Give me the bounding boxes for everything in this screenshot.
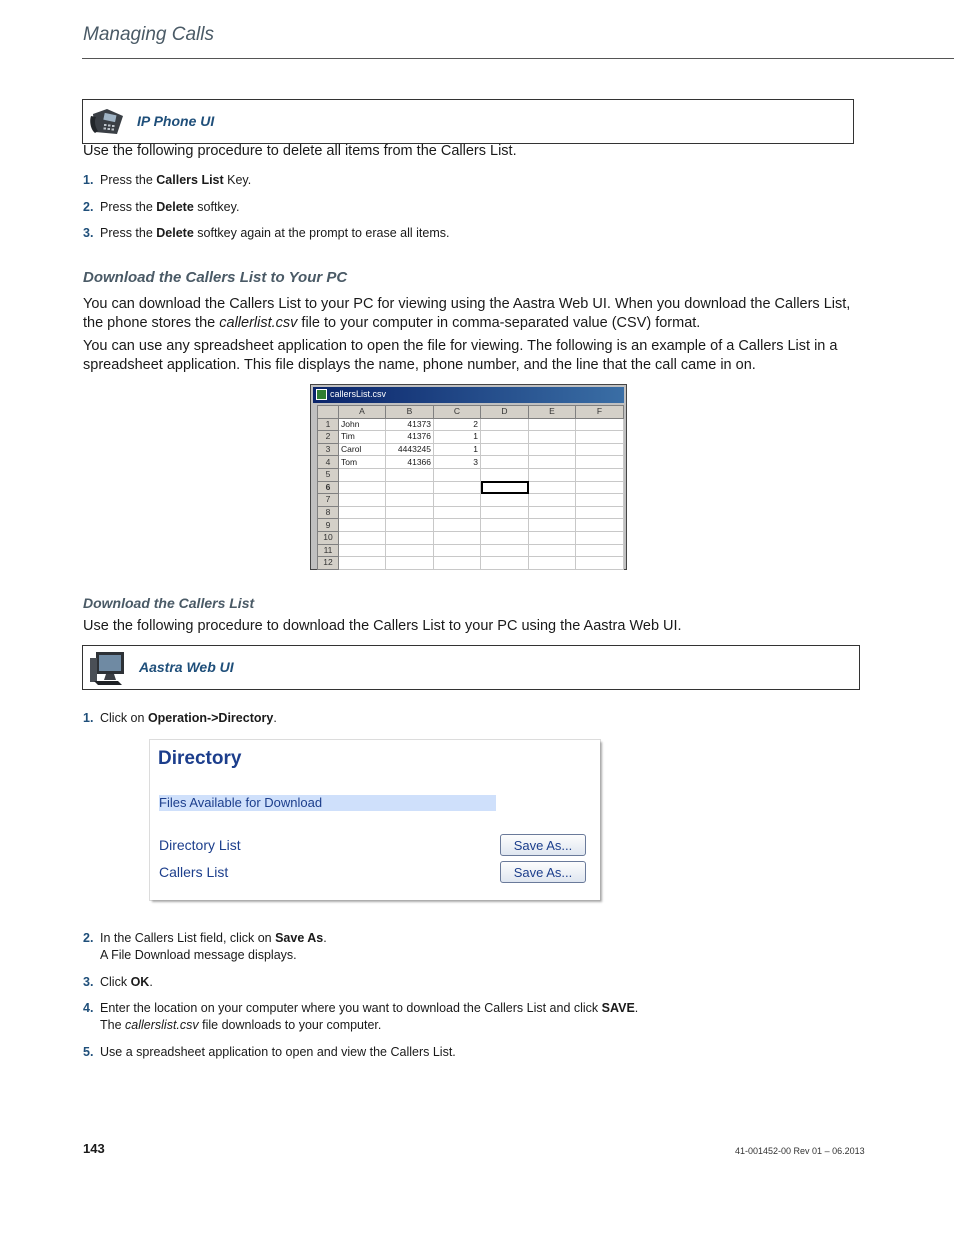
computer-monitor-icon — [88, 650, 128, 686]
cell[interactable] — [529, 519, 576, 532]
cell[interactable] — [529, 456, 576, 469]
cell[interactable] — [339, 557, 386, 570]
paragraph-text: You can download the Callers List to your PC for viewing using the Aastra Web UI. When you download the Callers List, the phone stores the — [83, 296, 851, 331]
table-row — [318, 544, 624, 557]
column-header[interactable]: A — [339, 406, 386, 419]
spreadsheet-filename: callersList.csv — [330, 389, 387, 399]
cell[interactable] — [339, 494, 386, 507]
cell[interactable] — [434, 519, 481, 532]
step-result: The — [100, 1018, 126, 1032]
cell[interactable] — [576, 531, 624, 544]
step-text: Key. — [223, 173, 252, 187]
cell[interactable] — [576, 431, 624, 444]
cell[interactable] — [576, 418, 624, 431]
directory-panel — [150, 740, 600, 900]
cell[interactable] — [339, 506, 386, 519]
table-row — [318, 431, 624, 444]
table-row — [318, 506, 624, 519]
save-as-callers-button[interactable]: Save As... — [500, 861, 586, 883]
step-text: Click — [100, 975, 131, 989]
cell[interactable] — [529, 506, 576, 519]
cell[interactable] — [339, 481, 386, 494]
cell[interactable] — [481, 418, 529, 431]
save-ref: SAVE — [601, 1001, 635, 1015]
cell[interactable] — [339, 519, 386, 532]
delete-step-1 — [83, 172, 251, 189]
step-text: Use a spreadsheet application to open and view the Callers List. — [100, 1045, 456, 1059]
cell[interactable] — [481, 519, 529, 532]
desk-phone-icon — [87, 106, 127, 138]
row-header[interactable]: 2 — [318, 431, 339, 444]
step-text: Click on — [100, 711, 148, 725]
download-paragraph-2: You can use any spreadsheet application to open the file for viewing. The following is an example of a Callers List in a spreadsheet application. This file displays the name, phone number, and the line that the call came in on. — [83, 338, 838, 373]
cell[interactable] — [339, 468, 386, 481]
delete-step-3 — [83, 225, 450, 242]
number-cell[interactable]: 41366 — [386, 456, 434, 469]
cell[interactable] — [481, 506, 529, 519]
row-header[interactable]: 11 — [318, 544, 339, 557]
table-row — [318, 494, 624, 507]
ok-ref: OK — [130, 975, 150, 989]
row-header[interactable]: 9 — [318, 519, 339, 532]
row-header[interactable]: 3 — [318, 443, 339, 456]
download-step-3 — [83, 974, 153, 991]
ip-phone-ui-banner — [82, 99, 854, 144]
cell[interactable] — [339, 544, 386, 557]
column-header[interactable]: F — [576, 406, 624, 419]
cell[interactable] — [434, 544, 481, 557]
cell[interactable] — [529, 468, 576, 481]
cell[interactable] — [481, 544, 529, 557]
cell[interactable] — [386, 519, 434, 532]
cell[interactable] — [434, 494, 481, 507]
table-row — [318, 557, 624, 570]
cell[interactable] — [576, 519, 624, 532]
line-cell[interactable]: 2 — [434, 418, 481, 431]
download-paragraph-1 — [83, 295, 858, 333]
step-number: 5. — [83, 1045, 94, 1059]
step-number: 3. — [83, 975, 94, 989]
cell[interactable] — [576, 443, 624, 456]
callers-list-label: Callers List — [159, 864, 229, 880]
download-step-4 — [83, 1000, 638, 1034]
name-cell[interactable]: Carol — [339, 443, 386, 456]
cell[interactable] — [339, 531, 386, 544]
line-cell[interactable]: 1 — [434, 431, 481, 444]
step-number: 1. — [83, 173, 94, 187]
files-available-section — [159, 795, 496, 811]
step-text: Press the — [100, 173, 157, 187]
save-as-directory-button[interactable]: Save As... — [500, 834, 586, 856]
step-text: Press the — [100, 226, 157, 240]
cell[interactable] — [529, 431, 576, 444]
cell[interactable] — [386, 468, 434, 481]
number-cell[interactable]: 4443245 — [386, 443, 434, 456]
spreadsheet-grid — [317, 405, 624, 570]
cell[interactable] — [434, 481, 481, 494]
excel-file-icon — [316, 389, 327, 400]
filename: callerslist.csv — [125, 1018, 199, 1032]
delete-step-2 — [83, 199, 239, 216]
step-number: 4. — [83, 1001, 94, 1015]
step-number: 2. — [83, 200, 94, 214]
table-row — [318, 468, 624, 481]
cell[interactable] — [529, 418, 576, 431]
download-step-2 — [83, 930, 327, 964]
cell[interactable] — [434, 468, 481, 481]
table-row — [318, 443, 624, 456]
cell[interactable] — [576, 456, 624, 469]
step-text: . — [149, 975, 153, 989]
step-text: . — [634, 1001, 639, 1015]
download-callers-list-heading: Download the Callers List — [83, 595, 255, 611]
table-row — [318, 418, 624, 431]
cell[interactable] — [576, 557, 624, 570]
row-header[interactable]: 8 — [318, 506, 339, 519]
cell[interactable] — [576, 481, 624, 494]
step-text: Press the — [100, 200, 157, 214]
document-revision: 41-001452-00 Rev 01 – 06.2013 — [735, 1146, 865, 1156]
cell[interactable] — [481, 443, 529, 456]
cell[interactable] — [529, 443, 576, 456]
step-result: file downloads to your computer. — [198, 1018, 382, 1032]
cell[interactable] — [434, 531, 481, 544]
line-cell[interactable]: 3 — [434, 456, 481, 469]
cell[interactable] — [481, 468, 529, 481]
directory-list-label: Directory List — [159, 837, 241, 853]
cell[interactable] — [386, 544, 434, 557]
step-text: . — [273, 711, 277, 725]
directory-title: Directory — [158, 748, 242, 769]
row-header[interactable]: 12 — [318, 557, 339, 570]
delete-intro: Use the following procedure to delete all items from the Callers List. — [83, 143, 517, 159]
page-number: 143 — [83, 1141, 105, 1156]
cell[interactable] — [386, 531, 434, 544]
table-row — [318, 481, 624, 494]
cell[interactable] — [529, 557, 576, 570]
cell[interactable] — [386, 506, 434, 519]
ip-phone-ui-label: IP Phone UI — [137, 113, 215, 129]
paragraph-text: file to your computer in comma-separated value (CSV) format. — [297, 315, 701, 331]
cell[interactable] — [529, 531, 576, 544]
step-result: A File Download message displays. — [100, 948, 297, 962]
table-row — [318, 456, 624, 469]
page-header-title: Managing Calls — [83, 24, 214, 45]
step-number: 1. — [83, 711, 94, 725]
table-row — [318, 531, 624, 544]
cell[interactable] — [529, 494, 576, 507]
aastra-web-ui-banner — [82, 645, 860, 690]
row-header[interactable]: 6 — [318, 481, 339, 494]
menu-path: Operation->Directory — [147, 711, 274, 725]
step-number: 2. — [83, 931, 94, 945]
download-intro: Use the following procedure to download the Callers List to your PC using the Aastra Web UI. — [83, 618, 682, 634]
cell[interactable] — [434, 557, 481, 570]
cell[interactable] — [481, 531, 529, 544]
step-text: softkey. — [193, 200, 240, 214]
cell[interactable] — [529, 481, 576, 494]
cell[interactable] — [576, 506, 624, 519]
download-to-pc-heading: Download the Callers List to Your PC — [83, 269, 348, 286]
column-header-row — [318, 406, 624, 419]
delete-softkey-ref: Delete — [156, 226, 194, 240]
name-cell[interactable]: Tom — [339, 456, 386, 469]
name-cell[interactable]: John — [339, 418, 386, 431]
selected-cell[interactable] — [481, 481, 529, 494]
spreadsheet-title-bar — [313, 387, 624, 403]
row-header[interactable]: 1 — [318, 418, 339, 431]
corner-cell[interactable] — [318, 406, 339, 419]
cell[interactable] — [434, 506, 481, 519]
download-step-1 — [83, 710, 277, 727]
step-number: 3. — [83, 226, 94, 240]
cell[interactable] — [386, 494, 434, 507]
cell[interactable] — [481, 456, 529, 469]
cell[interactable] — [529, 544, 576, 557]
filename: callerlist.csv — [219, 315, 298, 331]
step-text: softkey again at the prompt to erase all items. — [193, 226, 450, 240]
cell[interactable] — [481, 557, 529, 570]
cell[interactable] — [576, 544, 624, 557]
cell[interactable] — [386, 481, 434, 494]
column-header[interactable]: C — [434, 406, 481, 419]
row-header[interactable]: 7 — [318, 494, 339, 507]
column-header[interactable]: D — [481, 406, 529, 419]
step-text: . — [323, 931, 327, 945]
cell[interactable] — [576, 494, 624, 507]
column-header[interactable]: E — [529, 406, 576, 419]
aastra-web-ui-label: Aastra Web UI — [139, 659, 234, 675]
number-cell[interactable]: 41376 — [386, 431, 434, 444]
row-header[interactable]: 5 — [318, 468, 339, 481]
cell[interactable] — [386, 557, 434, 570]
line-cell[interactable]: 1 — [434, 443, 481, 456]
table-row — [318, 519, 624, 532]
save-as-ref: Save As — [275, 931, 324, 945]
files-available-label: Files Available for Download — [159, 795, 323, 810]
step-text: Enter the location on your computer where you want to download the Callers List and click — [100, 1001, 602, 1015]
row-header[interactable]: 10 — [318, 531, 339, 544]
spreadsheet-window — [310, 384, 627, 570]
cell[interactable] — [576, 468, 624, 481]
callers-list-key-ref: Callers List — [156, 173, 224, 187]
number-cell[interactable]: 41373 — [386, 418, 434, 431]
delete-softkey-ref: Delete — [156, 200, 194, 214]
cell[interactable] — [481, 494, 529, 507]
row-header[interactable]: 4 — [318, 456, 339, 469]
header-divider — [82, 58, 954, 59]
download-step-5 — [83, 1044, 456, 1061]
step-text: In the Callers List field, click on — [100, 931, 276, 945]
cell[interactable] — [481, 431, 529, 444]
name-cell[interactable]: Tim — [339, 431, 386, 444]
column-header[interactable]: B — [386, 406, 434, 419]
